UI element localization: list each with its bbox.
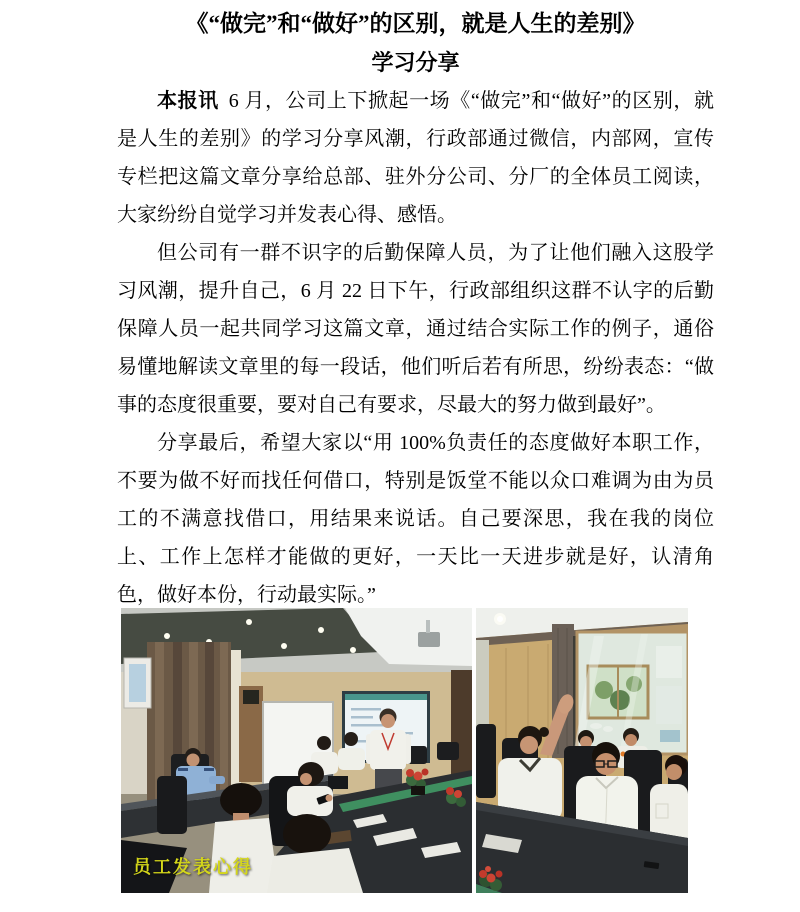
projector-mount: [426, 620, 430, 633]
wall-picture: [124, 658, 151, 708]
photo-employees-listening-art: [476, 608, 688, 893]
ceiling-light-core: [497, 616, 503, 622]
projector: [418, 632, 440, 647]
page-subtitle: 学习分享: [371, 50, 460, 75]
paragraph-2: [117, 234, 714, 424]
photo-meeting-presentation: [121, 608, 472, 893]
photo-employees-listening: [476, 608, 688, 893]
photo-strip: [121, 608, 688, 893]
paragraph-3: [117, 424, 714, 614]
paragraph-2-text: 但公司有一群不识字的后勤保障人员，为了让他们融入这股学习风潮，提升自己，6 月 22 日下午，行政部组织这群不认字的后勤保障人员一起共同学习这篇文章，通过结合实际工作的例子，通俗易懂地解读文章里的每一段话，他们听后若有所思，纷纷表态：“做事的态度很重要，要对自己有要求，尽最大的努力做到最好”。: [117, 242, 714, 416]
paragraph-1: [117, 82, 714, 234]
paragraph-3-text: 分享最后，希望大家以“用 100%负责任的态度做好本职工作，不要为做不好而找任何借口，特别是饭堂不能以众口难调为由为员工的不满意找借口，用结果来说话。自己要深思，我在我的岗位上、工作上怎样才能做的更好，一天比一天进步就是好，认清角色，做好本份，行动最实际。”: [117, 432, 714, 606]
article-body: [117, 0, 714, 614]
paragraph-1-lead: 本报讯: [157, 90, 219, 112]
photo-caption: 员工发表心得: [133, 857, 253, 877]
page-title: 《“做完”和“做好”的区别，就是人生的差别》: [185, 11, 646, 36]
photo-meeting-presentation-art: [121, 608, 472, 893]
paragraph-1-text: 6 月，公司上下掀起一场《“做完”和“做好”的区别，就是人生的差别》的学习分享风潮，行政部通过微信，内部网，宣传专栏把这篇文章分享给总部、驻外分公司、分厂的全体员工阅读，大家纷纷自觉学习并发表心得、感悟。: [117, 90, 715, 226]
speaker: [243, 690, 259, 704]
table-device: [328, 776, 348, 789]
